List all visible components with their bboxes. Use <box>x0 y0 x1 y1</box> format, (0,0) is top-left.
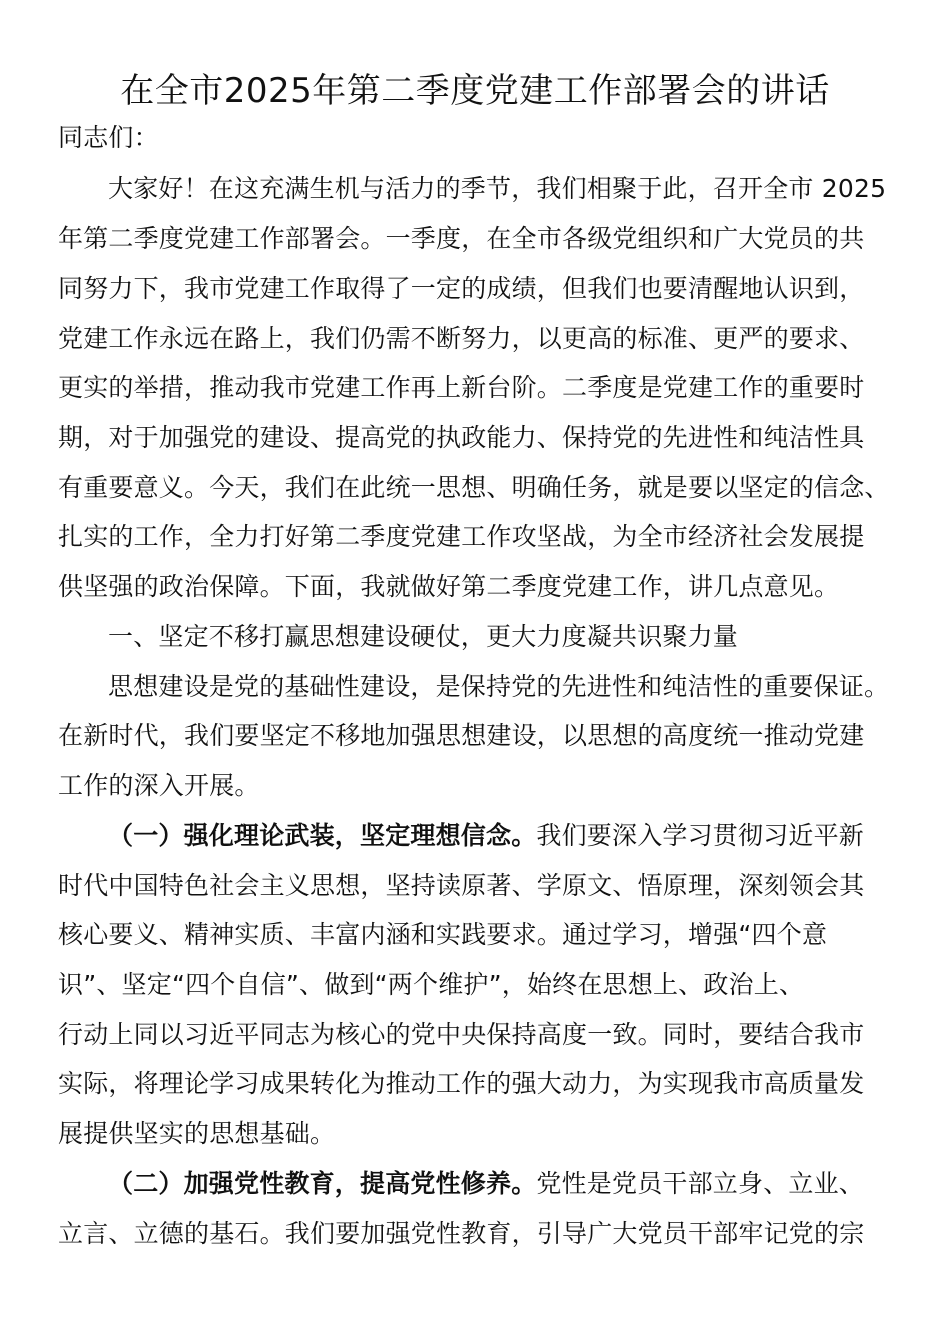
document-title: 在全市2025年第二季度党建工作部署会的讲话 <box>120 71 830 111</box>
subsection-first-line <box>108 1164 864 1204</box>
subsection-text: 我们要深入学习贯彻习近平新 <box>536 821 865 850</box>
section-line: 思想建设是党的基础性建设，是保持党的先进性和纯洁性的重要保证。 <box>108 672 890 701</box>
greeting: 同志们： <box>58 123 159 152</box>
section-heading: 一、坚定不移打赢思想建设硬仗，更大力度凝共识聚力量 <box>108 622 739 651</box>
intro-line: 更实的举措，推动我市党建工作再上新台阶。二季度是党建工作的重要时 <box>58 373 865 402</box>
section-line: 在新时代，我们要坚定不移地加强思想建设，以思想的高度统一推动党建 <box>58 721 865 750</box>
subsection-line: 时代中国特色社会主义思想，坚持读原著、学原文、悟原理，深刻领会其 <box>58 871 865 900</box>
intro-line: 有重要意义。今天，我们在此统一思想、明确任务，就是要以坚定的信念、 <box>58 473 890 502</box>
subsection-line: 行动上同以习近平同志为核心的党中央保持高度一致。同时，要结合我市 <box>58 1020 865 1049</box>
intro-line: 期，对于加强党的建设、提高党的执政能力、保持党的先进性和纯洁性具 <box>58 423 865 452</box>
intro-line: 同努力下，我市党建工作取得了一定的成绩，但我们也要清醒地认识到， <box>58 274 865 303</box>
subsection-first-line <box>108 816 864 856</box>
subsection-heading: （二）加强党性教育，提高党性修养。 <box>108 1169 537 1198</box>
subsection-line: 识”、坚定“四个自信”、做到“两个维护”，始终在思想上、政治上、 <box>58 970 805 999</box>
section-line: 工作的深入开展。 <box>58 771 260 800</box>
subsection-line: 立言、立德的基石。我们要加强党性教育，引导广大党员干部牢记党的宗 <box>58 1219 865 1248</box>
subsection-heading: （一）强化理论武装，坚定理想信念。 <box>108 821 537 850</box>
subsection-text: 党性是党员干部立身、立业、 <box>536 1169 865 1198</box>
intro-line: 扎实的工作，全力打好第二季度党建工作攻坚战，为全市经济社会发展提 <box>58 522 865 551</box>
subsection-line: 展提供坚实的思想基础。 <box>58 1119 336 1148</box>
intro-line: 年第二季度党建工作部署会。一季度，在全市各级党组织和广大党员的共 <box>58 224 865 253</box>
subsection-line: 实际，将理论学习成果转化为推动工作的强大动力，为实现我市高质量发 <box>58 1069 865 1098</box>
intro-line: 大家好！在这充满生机与活力的季节，我们相聚于此，召开全市 2025 <box>108 174 887 203</box>
intro-line: 党建工作永远在路上，我们仍需不断努力，以更高的标准、更严的要求、 <box>58 324 865 353</box>
subsection-line: 核心要义、精神实质、丰富内涵和实践要求。通过学习，增强“四个意 <box>58 920 828 949</box>
intro-line: 供坚强的政治保障。下面，我就做好第二季度党建工作，讲几点意见。 <box>58 572 840 601</box>
